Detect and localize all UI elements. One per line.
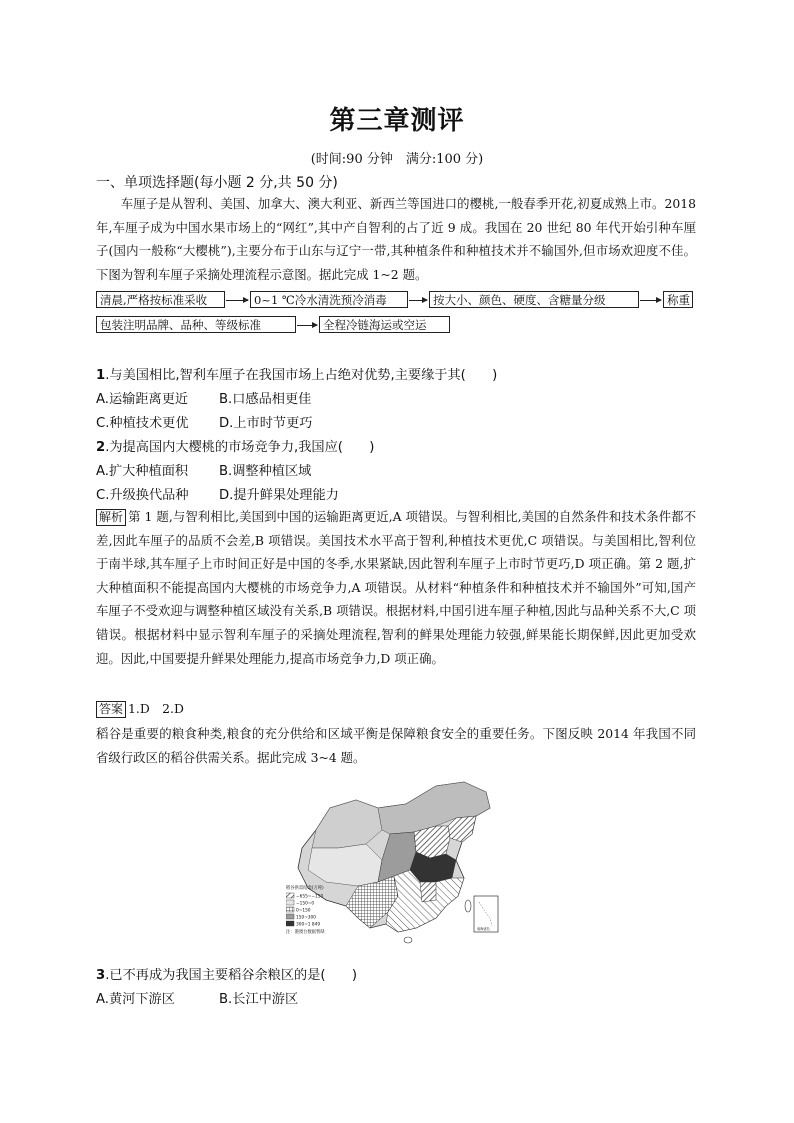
option-1c: C.种植技术更优 <box>96 416 189 431</box>
option-1d: D.上市时节更巧 <box>219 416 313 431</box>
answer-tag: 答案 <box>96 701 126 718</box>
option-1a: A.运输距离更近 <box>96 392 189 407</box>
question-number: 3 <box>96 968 106 983</box>
question-3 <box>96 964 357 983</box>
option-3b: B.长江中游区 <box>219 992 299 1007</box>
flow-step-weigh: 称重 <box>663 291 693 308</box>
answer-block <box>96 697 696 721</box>
flow-step-harvest: 清晨,严格按标准采收 <box>96 291 225 308</box>
option-2c: C.升级换代品种 <box>96 488 189 503</box>
rice-supply-map <box>286 778 510 952</box>
option-3a: A.黄河下游区 <box>96 992 175 1007</box>
legend-title: 稻谷供需结余(万吨) <box>286 886 324 891</box>
legend-item: 150~300 <box>296 915 317 921</box>
flow-arrow <box>640 300 661 301</box>
option-1b: B.口感品相更佳 <box>219 392 312 407</box>
intro-paragraph-2: 稻谷是重要的粮食种类,粮食的充分供给和区域平衡是保障粮食安全的重要任务。下图反映 2014 年我国不同省级行政区的稻谷供需关系。据此完成 3~4 题。 <box>96 726 696 765</box>
section-heading: 一、单项选择题(每小题 2 分,共 50 分) <box>96 175 338 191</box>
flow-step-package: 包装注明品牌、品种、等级标准 <box>96 316 296 333</box>
legend-item: 0~150 <box>296 908 311 914</box>
option-2d: D.提升鲜果处理能力 <box>219 488 339 503</box>
china-map-graphic <box>286 778 510 952</box>
exam-info: (时间:90 分钟 满分:100 分) <box>310 152 484 167</box>
option-2a: A.扩大种植面积 <box>96 464 189 479</box>
question-stem: .已不再成为我国主要稻谷余粮区的是( ) <box>105 968 358 983</box>
intro-paragraph-1: 车厘子是从智利、美国、加拿大、澳大利亚、新西兰等国进口的樱桃,一般春季开花,初夏成熟上市。2018 年,车厘子成为中国水果市场上的“网红”,其中产自智利的占了近 9 成。我国在 20 世纪 80 年代开始引种车厘子(国内一般称“大樱桃”),主要分布于山东与辽宁一带,其种植条件和种植技术并不输国外,但市场欢迎度不佳。下图为智利车厘子采摘处理流程示意图。据此完成 1~2 题。 <box>96 196 696 282</box>
legend-item: −655~−150 <box>296 894 324 900</box>
flow-arrow <box>409 300 427 301</box>
flow-step-transport: 全程冷链海运或空运 <box>319 316 450 333</box>
option-2b: B.调整种植区域 <box>219 464 312 479</box>
legend-item: −150~0 <box>296 901 315 907</box>
map-note: 注：港澳台数据暂缺 <box>286 930 325 935</box>
flow-arrow <box>226 300 248 301</box>
flow-arrow <box>297 325 317 326</box>
analysis-text: 第 1 题,与智利相比,美国到中国的运输距离更近,A 项错误。与智利相比,美国的自然条件和技术条件都不差,因此车厘子的品质不会差,B 项错误。美国技术水平高于智利,种植技术更优,C 项错误。与美国相比,智利位于南半球,其车厘子上市时间正好是中国的冬季,水果紧缺,因此智利车厘子上市时节更巧,D 项正确。第 2 题,扩大种植面积不能提高国内大樱桃的市场竞争力,A 项错误。从材料“种植条件和种植技术并不输国外”可知,国产车厘子不受欢迎与调整种植区域没有关系,B 项错误。根据材料,中国引进车厘子种植,因此与品种关系不大,C 项错误。根据材料中显示智利车厘子的采摘处理流程,智利的鲜果处理能力较强,鲜果能长期保鲜,因此更加受欢迎。因此,中国要提升鲜果处理能力,提高市场竞争力,D 项正确。 <box>96 509 696 666</box>
question-stem: .为提高国内大樱桃的市场竞争力,我国应( ) <box>105 440 375 455</box>
question-number: 2 <box>96 440 106 455</box>
flow-step-precool: 0~1 ℃冷水清洗预冷消毒 <box>250 291 408 308</box>
question-stem: .与美国相比,智利车厘子在我国市场上占绝对优势,主要缘于其( ) <box>105 368 498 383</box>
question-number: 1 <box>96 368 106 383</box>
answer-text: 1.D 2.D <box>128 701 184 716</box>
page-title: 第三章测评 <box>329 106 465 136</box>
question-2 <box>96 436 374 455</box>
question-1 <box>96 364 497 383</box>
flow-step-grading: 按大小、颜色、硬度、含糖量分级 <box>429 291 639 308</box>
analysis-tag: 解析 <box>96 509 126 526</box>
analysis-block <box>96 505 696 670</box>
legend-item: 300~1 849 <box>296 922 321 928</box>
inset-label: 南海诸岛 <box>477 927 490 931</box>
